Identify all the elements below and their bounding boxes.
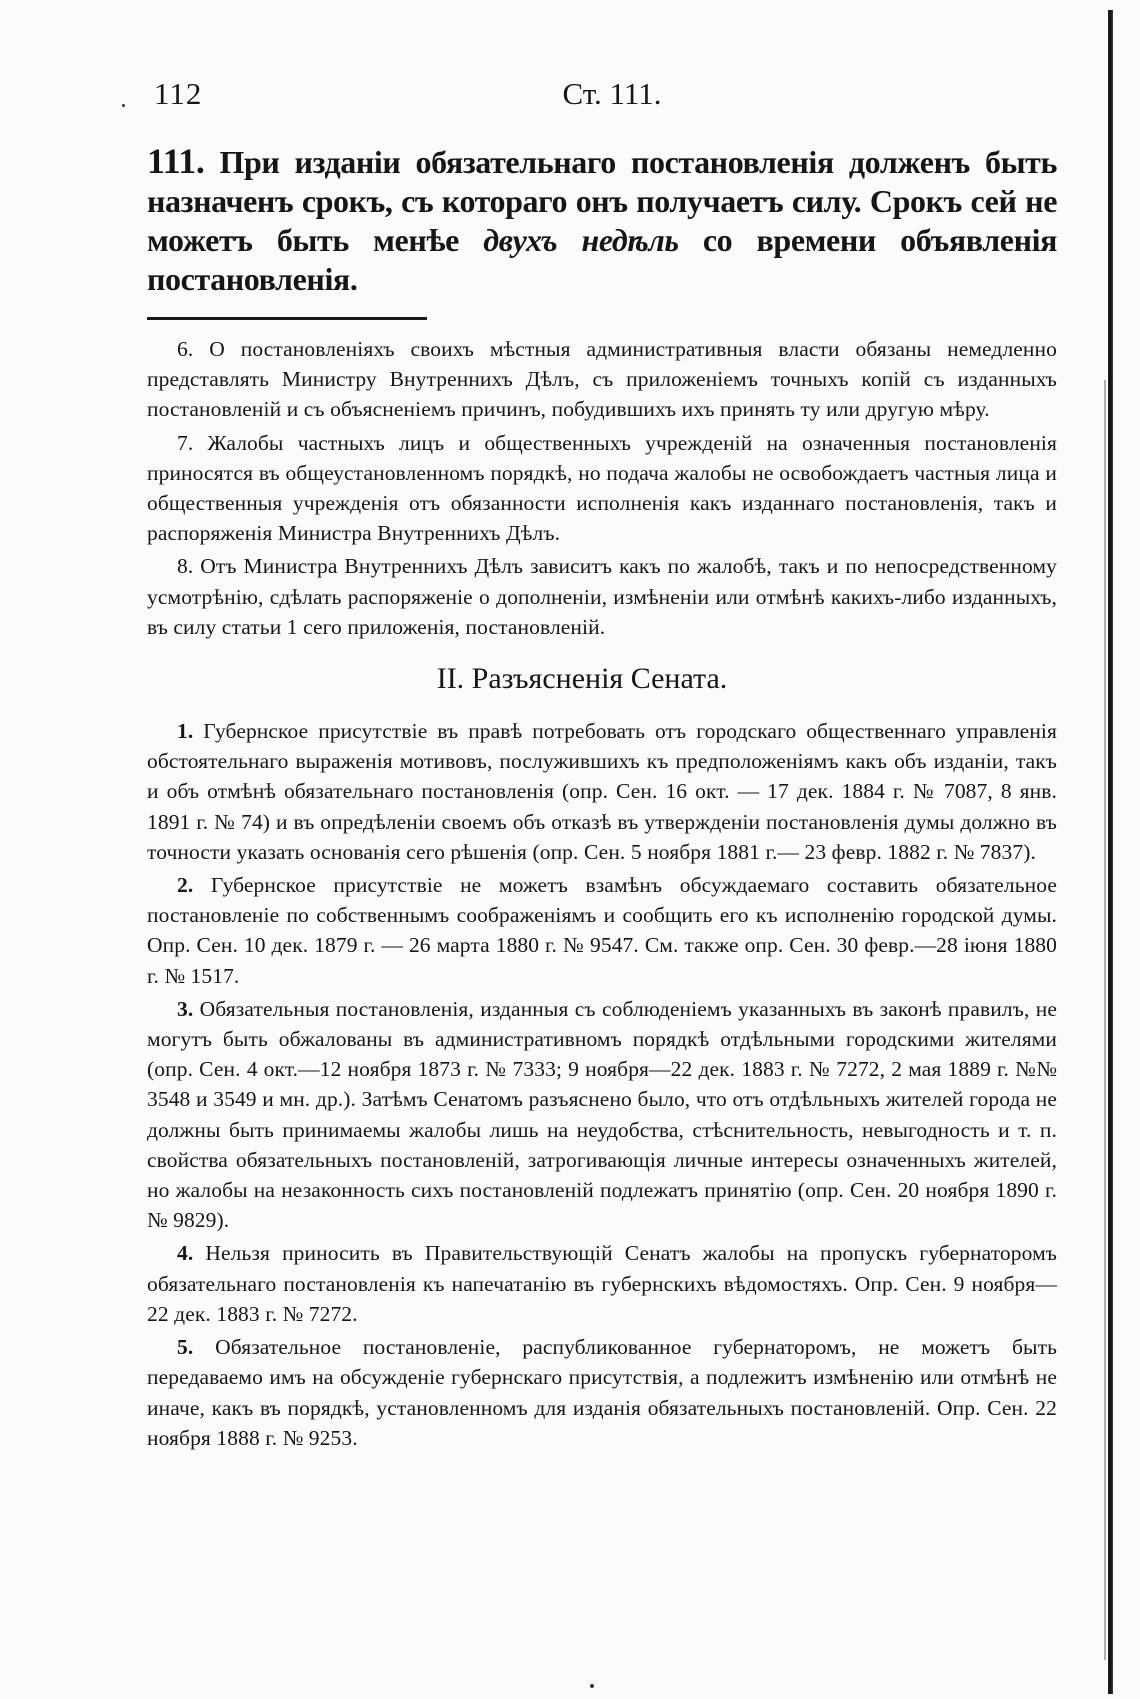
scan-speck: [590, 1684, 594, 1688]
item-text: Губернское присутствіе не можетъ взамѣнъ обсуждаемаго составить обязательное постановленіе по собственнымъ соображеніямъ и сообщить его къ исполненію городской думы. Опр. Сен. 10 дек. 1879 г. — 26 марта 1880 г. № 9547. См. также опр. Сен. 30 февр.—28 іюня 1880 г. № 1517.: [147, 873, 1057, 988]
lead-article: [147, 142, 1057, 299]
item-number: 4.: [177, 1241, 194, 1266]
scan-shadow-line: [1104, 380, 1106, 1660]
item-text: О постановленіяхъ своихъ мѣстныя административныя власти обязаны немедленно представлять Министру Внутреннихъ Дѣлъ, съ приложеніемъ точныхъ копій съ изданныхъ постановленій и съ объясненіемъ причинъ, побудившихъ ихъ принять ту или другую мѣру.: [147, 337, 1057, 422]
item-text: Отъ Министра Внутреннихъ Дѣлъ зависитъ какъ по жалобѣ, такъ и по непосредственному усмотрѣнію, сдѣлать распоряженіе о дополненіи, измѣненіи или отмѣнѣ какихъ-либо изданныхъ, въ силу статьи 1 сего приложенія, постановленій.: [147, 554, 1057, 639]
item-text: Жалобы частныхъ лицъ и общественныхъ учрежденій на означенныя постановленія приносятся въ общеустановленномъ порядкѣ, но подача жалобы не освобождаетъ частныя лица и общественныя учрежденія отъ обязанности исполненія какъ изданнаго постановленія, такъ и распоряженія Министра Внутреннихъ Дѣлъ.: [147, 430, 1057, 546]
scan-speck: [122, 104, 125, 107]
senate-item-2: [147, 870, 1057, 991]
article-emphasis: двухъ недѣль: [483, 222, 679, 258]
senate-item-5: [147, 1332, 1057, 1453]
item-text: Обязательное постановленіе, распубликованное губернаторомъ, не можетъ быть передаваемо имъ на обсужденіе губернскаго присутствія, а подлежитъ измѣненію или отмѣнѣ не иначе, какъ въ порядкѣ, установленномъ для изданія обязательныхъ постановленій. Опр. Сен. 22 ноября 1888 г. № 9253.: [147, 1335, 1057, 1450]
scan-page-edge: [1108, 10, 1113, 1694]
senate-item-1: [147, 716, 1057, 867]
article-text-before: При изданіи обязательнаго постановленія долженъ быть назначенъ срокъ, съ котораго онъ получаетъ силу. Срокъ сей не можетъ быть менѣе: [147, 144, 1057, 258]
senate-clarifications: [147, 716, 1057, 1453]
page-number: 112: [154, 76, 203, 111]
item-text: Нельзя приносить въ Правительствующій Сенатъ жалобы на пропускъ губернаторомъ обязательнаго постановленія къ напечатанію въ губернскихъ вѣдомостяхъ. Опр. Сен. 9 ноября—22 дек. 1883 г. № 7272.: [147, 1241, 1057, 1326]
running-title: Ст. 111.: [562, 76, 662, 111]
item-number: 5.: [177, 1335, 194, 1360]
section-title: II. Разъясненія Сената.: [436, 662, 728, 696]
section-divider: [147, 317, 427, 320]
item-number: 6.: [177, 337, 194, 361]
item-number: 2.: [177, 873, 194, 898]
item-text: Губернское присутствіе въ правѣ потребовать отъ городскаго общественнаго управленія обстоятельнаго выраженія мотивовъ, послужившихъ къ предположеніямъ какъ объ изданіи, такъ и объ отмѣнѣ обязательнаго постановленія (опр. Сен. 16 окт. — 17 дек. 1884 г. № 7087, 8 янв. 1891 г. № 74) и въ опредѣленіи своемъ объ отказѣ въ утвержденіи постановленія думы должно въ точности указать основанія сего рѣшенія (опр. Сен. 5 ноября 1881 г.— 23 февр. 1882 г. № 7837).: [147, 719, 1057, 864]
senate-item-4: [147, 1238, 1057, 1329]
page-header: [147, 60, 1057, 120]
senate-item-3: [147, 994, 1057, 1236]
article-text-after: со времени объявленія постановленія.: [147, 222, 1058, 297]
article-number: 111.: [147, 141, 205, 181]
item-number: 8.: [177, 554, 194, 579]
document-page: [147, 60, 1057, 1456]
appendix-paragraphs: [147, 334, 1057, 642]
appendix-item-6: [147, 334, 1057, 425]
item-text: Обязательныя постановленія, изданныя съ соблюденіемъ указанныхъ въ законѣ правилъ, не могутъ быть обжалованы въ административномъ порядкѣ отдѣльными городскими жителями (опр. Сен. 4 окт.—12 ноября 1873 г. № 7333; 9 ноября—22 дек. 1883 г. № 7272, 2 мая 1889 г. №№ 3548 и 3549 и мн. др.). Затѣмъ Сенатомъ разъяснено было, что отъ отдѣльныхъ жителей города не должны быть принимаемы жалобы лишь на неудобства, стѣснительность, невыгодность и т. п. свойства обязательныхъ постановленій, затрогивающія личные интересы означенныхъ жителей, но жалобы на незаконность сихъ постановленій подлежатъ принятію (опр. Сен. 20 ноября 1890 г. № 9829).: [147, 996, 1057, 1233]
appendix-item-8: [147, 551, 1057, 642]
item-number: 3.: [177, 996, 194, 1021]
item-number: 1.: [177, 719, 194, 744]
item-number: 7.: [177, 430, 194, 455]
appendix-item-7: [147, 428, 1057, 549]
